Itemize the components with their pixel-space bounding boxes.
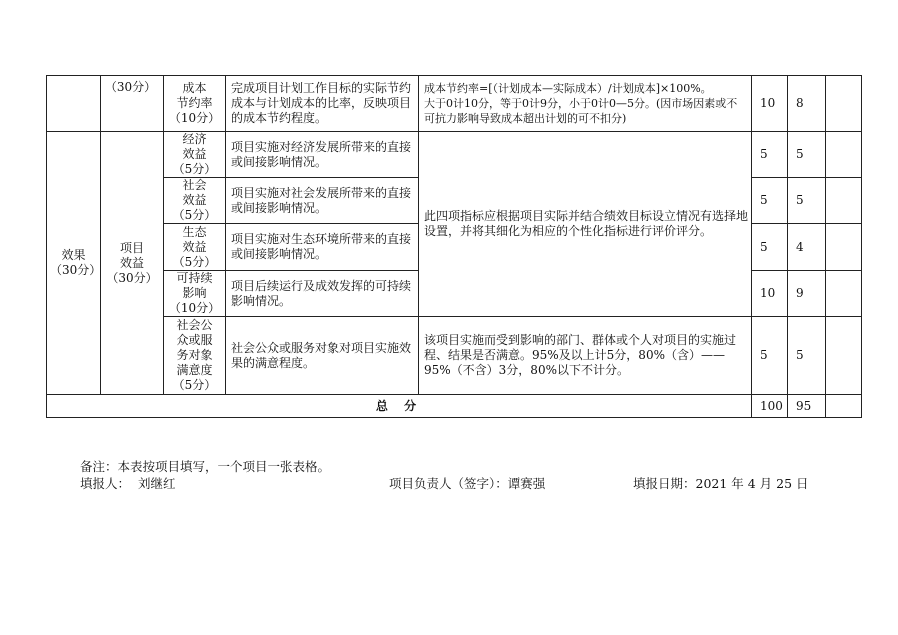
cell-text: 项目实施对经济发展所带来的直接或间接影响情况。 <box>231 139 412 169</box>
cell-text: 10 <box>760 96 776 110</box>
table-cell <box>788 76 826 132</box>
footer-leader: 项目负责人（签字）：谭赛强 <box>389 476 546 491</box>
table-cell <box>826 76 862 132</box>
table-cell <box>419 317 752 395</box>
total-score: 100 <box>760 398 783 413</box>
table-cell <box>788 224 826 271</box>
cell-text: 5 <box>760 193 768 207</box>
total-label-cell <box>47 395 752 418</box>
cell-text: 经济 效益 （5分） <box>172 132 217 176</box>
cell-text: 生态 效益 （5分） <box>172 224 217 269</box>
footer-note: 备注：本表按项目填写，一个项目一张表格。 <box>80 459 331 474</box>
table-cell <box>788 317 826 395</box>
table-row <box>47 132 862 178</box>
cell-text: 成本节约率=[（计划成本—实际成本）/计划成本]×100%。 大于0计10分，等于0计9分，小于0计0—5分。(因市场因素或不可抗力影响导致成本超出计划的可不扣分) <box>424 82 738 125</box>
cell-text: 社会公众或服务对象对项目实施效果的满意程度。 <box>231 340 412 370</box>
footer-date: 填报日期：2021 年 4 月 25 日 <box>633 476 809 491</box>
table-cell <box>47 132 101 395</box>
table-cell <box>164 271 226 317</box>
cell-text: 可持续 影响 （10分） <box>168 271 221 315</box>
table-cell <box>826 224 862 271</box>
table-cell <box>826 271 862 317</box>
table-cell <box>752 271 788 317</box>
cell-text: 4 <box>796 239 804 254</box>
total-label: 总 分 <box>375 398 423 413</box>
table-cell <box>226 224 419 271</box>
table-cell <box>752 395 788 418</box>
total-row <box>47 395 862 418</box>
cell-text: 完成项目计划工作目标的实际节约成本与计划成本的比率，反映项目的成本节约程度。 <box>231 81 412 125</box>
cell-text: 5 <box>760 147 768 161</box>
cell-text: 项目 效益 （30分） <box>106 240 158 285</box>
table-cell <box>752 224 788 271</box>
total-got: 95 <box>796 398 812 413</box>
cell-text: 社会公 众或服 务对象 满意度 （5分） <box>172 318 217 392</box>
cell-text: 项目实施对生态环境所带来的直接或间接影响情况。 <box>231 232 412 261</box>
cell-text: 成本 节约率 （10分） <box>168 81 221 125</box>
cell-text: 效果 （30分） <box>50 248 102 277</box>
table-cell <box>164 76 226 132</box>
cell-text: 5 <box>796 147 804 161</box>
table-cell <box>752 132 788 178</box>
table-cell <box>752 76 788 132</box>
cell-text: 10 <box>760 286 776 300</box>
cell-text: 9 <box>796 286 804 300</box>
cell-text: （30分） <box>104 80 157 94</box>
table-cell <box>226 178 419 224</box>
table-cell <box>164 224 226 271</box>
table-row <box>47 317 862 395</box>
table-cell <box>164 317 226 395</box>
table-cell <box>752 178 788 224</box>
table-cell <box>788 178 826 224</box>
table-cell <box>47 76 101 132</box>
table-cell <box>101 76 164 132</box>
cell-text: 社会 效益 （5分） <box>172 178 217 222</box>
cell-text: 项目实施对社会发展所带来的直接或间接影响情况。 <box>231 185 412 215</box>
cell-text: 该项目实施而受到影响的部门、群体或个人对项目的实施过程、结果是否满意。95%及以上计5分，80%（含）——95%（不含）3分，80%以下不计分。 <box>424 333 737 377</box>
table-cell <box>164 178 226 224</box>
table-cell <box>788 395 826 418</box>
cell-text: 项目后续运行及成效发挥的可持续影响情况。 <box>231 278 412 308</box>
table-cell <box>226 76 419 132</box>
cell-text: 5 <box>760 348 768 362</box>
table-cell <box>826 132 862 178</box>
cell-text: 5 <box>760 239 768 254</box>
table-cell <box>419 132 752 317</box>
table-cell <box>788 132 826 178</box>
cell-text: 5 <box>796 193 804 207</box>
table-cell <box>826 178 862 224</box>
table-cell <box>101 132 164 395</box>
table-cell <box>419 76 752 132</box>
cell-text: 8 <box>796 96 804 110</box>
table-cell <box>226 317 419 395</box>
cell-text: 此四项指标应根据项目实际并结合绩效目标设立情况有选择地设置，并将其细化为相应的个性化指标进行评价评分。 <box>424 209 749 238</box>
table-cell <box>752 317 788 395</box>
table-cell <box>226 271 419 317</box>
table-cell <box>826 317 862 395</box>
footer-filler: 填报人： 刘继红 <box>80 476 176 491</box>
table-cell <box>788 271 826 317</box>
table-cell <box>226 132 419 178</box>
table-cell <box>164 132 226 178</box>
table-cell <box>826 395 862 418</box>
evaluation-table <box>46 75 862 418</box>
table-row <box>47 76 862 132</box>
cell-text: 5 <box>796 348 804 362</box>
